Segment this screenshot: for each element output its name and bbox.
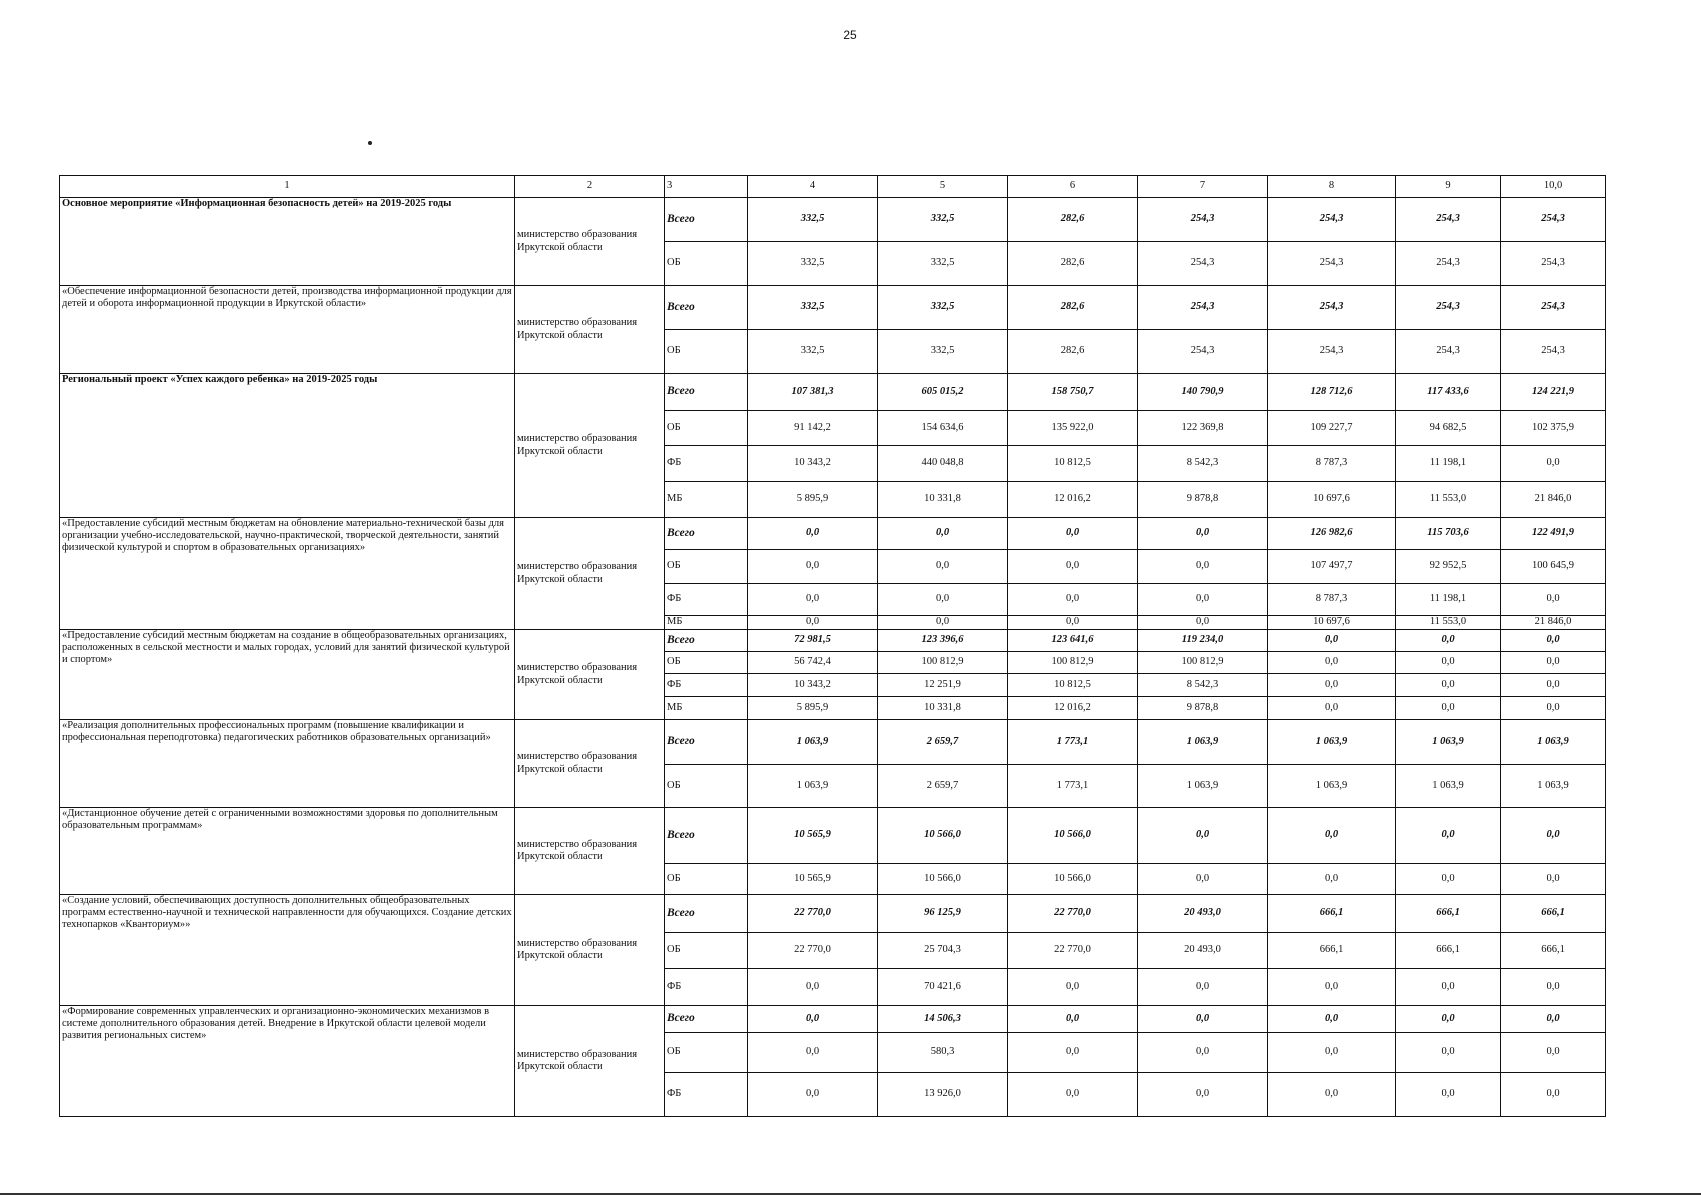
amount-cell: 0,0 bbox=[748, 1073, 878, 1117]
amount-cell: 0,0 bbox=[1268, 864, 1396, 895]
amount-cell: 10 331,8 bbox=[878, 482, 1008, 518]
amount-cell: 12 016,2 bbox=[1008, 482, 1138, 518]
amount-cell: 440 048,8 bbox=[878, 446, 1008, 482]
amount-cell: 22 770,0 bbox=[748, 933, 878, 969]
funding-source-cell: ОБ bbox=[665, 765, 748, 808]
funding-source-cell: Всего bbox=[665, 630, 748, 652]
amount-cell: 254,3 bbox=[1501, 330, 1606, 374]
amount-cell: 5 895,9 bbox=[748, 482, 878, 518]
amount-cell: 22 770,0 bbox=[1008, 933, 1138, 969]
executor-cell: министерство образования Иркутской области bbox=[515, 895, 665, 1006]
amount-cell: 0,0 bbox=[1138, 550, 1268, 584]
amount-cell: 10 343,2 bbox=[748, 446, 878, 482]
amount-cell: 2 659,7 bbox=[878, 720, 1008, 765]
table-row bbox=[60, 286, 1606, 330]
activity-name-cell: «Создание условий, обеспечивающих доступность дополнительных общеобразовательных программ естественно-научной и технической направленности для обучающихся. Создание детских технопарков «Кванториум»» bbox=[60, 895, 515, 1006]
amount-cell: 0,0 bbox=[1396, 864, 1501, 895]
amount-cell: 254,3 bbox=[1396, 330, 1501, 374]
amount-cell: 0,0 bbox=[1501, 697, 1606, 720]
amount-cell: 14 506,3 bbox=[878, 1006, 1008, 1033]
funding-source-cell: ОБ bbox=[665, 1033, 748, 1073]
amount-cell: 1 063,9 bbox=[748, 720, 878, 765]
table-row bbox=[60, 895, 1606, 933]
funding-source-cell: ОБ bbox=[665, 550, 748, 584]
funding-source-cell: Всего bbox=[665, 720, 748, 765]
amount-cell: 100 812,9 bbox=[1138, 652, 1268, 674]
amount-cell: 0,0 bbox=[748, 550, 878, 584]
amount-cell: 605 015,2 bbox=[878, 374, 1008, 411]
amount-cell: 92 952,5 bbox=[1396, 550, 1501, 584]
amount-cell: 12 251,9 bbox=[878, 674, 1008, 697]
executor-cell: министерство образования Иркутской области bbox=[515, 630, 665, 720]
executor-cell: министерство образования Иркутской области bbox=[515, 808, 665, 895]
amount-cell: 0,0 bbox=[1138, 584, 1268, 616]
amount-cell: 22 770,0 bbox=[748, 895, 878, 933]
amount-cell: 25 704,3 bbox=[878, 933, 1008, 969]
amount-cell: 0,0 bbox=[1501, 652, 1606, 674]
funding-source-cell: МБ bbox=[665, 697, 748, 720]
executor-cell: министерство образования Иркутской области bbox=[515, 1006, 665, 1117]
amount-cell: 12 016,2 bbox=[1008, 697, 1138, 720]
amount-cell: 666,1 bbox=[1396, 933, 1501, 969]
funding-source-cell: МБ bbox=[665, 616, 748, 630]
amount-cell: 20 493,0 bbox=[1138, 895, 1268, 933]
amount-cell: 0,0 bbox=[878, 518, 1008, 550]
funding-source-cell: Всего bbox=[665, 1006, 748, 1033]
amount-cell: 135 922,0 bbox=[1008, 411, 1138, 446]
executor-cell: министерство образования Иркутской области bbox=[515, 374, 665, 518]
funding-source-cell: ОБ bbox=[665, 411, 748, 446]
activity-name-cell: Основное мероприятие «Информационная безопасность детей» на 2019-2025 годы bbox=[60, 198, 515, 286]
table-row bbox=[60, 808, 1606, 864]
amount-cell: 254,3 bbox=[1501, 198, 1606, 242]
amount-cell: 2 659,7 bbox=[878, 765, 1008, 808]
column-number-cell: 9 bbox=[1396, 176, 1501, 198]
amount-cell: 0,0 bbox=[1008, 584, 1138, 616]
funding-source-cell: ОБ bbox=[665, 864, 748, 895]
amount-cell: 0,0 bbox=[1268, 652, 1396, 674]
amount-cell: 20 493,0 bbox=[1138, 933, 1268, 969]
amount-cell: 666,1 bbox=[1501, 895, 1606, 933]
amount-cell: 254,3 bbox=[1268, 286, 1396, 330]
amount-cell: 11 198,1 bbox=[1396, 584, 1501, 616]
amount-cell: 107 381,3 bbox=[748, 374, 878, 411]
amount-cell: 13 926,0 bbox=[878, 1073, 1008, 1117]
amount-cell: 0,0 bbox=[1138, 1073, 1268, 1117]
amount-cell: 0,0 bbox=[1008, 616, 1138, 630]
amount-cell: 282,6 bbox=[1008, 242, 1138, 286]
amount-cell: 0,0 bbox=[1008, 518, 1138, 550]
amount-cell: 332,5 bbox=[878, 330, 1008, 374]
amount-cell: 0,0 bbox=[1008, 1033, 1138, 1073]
amount-cell: 0,0 bbox=[748, 1033, 878, 1073]
amount-cell: 11 198,1 bbox=[1396, 446, 1501, 482]
amount-cell: 10 331,8 bbox=[878, 697, 1008, 720]
amount-cell: 0,0 bbox=[1501, 674, 1606, 697]
amount-cell: 0,0 bbox=[1396, 630, 1501, 652]
amount-cell: 70 421,6 bbox=[878, 969, 1008, 1006]
amount-cell: 332,5 bbox=[748, 330, 878, 374]
column-number-cell: 8 bbox=[1268, 176, 1396, 198]
amount-cell: 154 634,6 bbox=[878, 411, 1008, 446]
amount-cell: 0,0 bbox=[1268, 969, 1396, 1006]
funding-source-cell: ФБ bbox=[665, 1073, 748, 1117]
amount-cell: 122 369,8 bbox=[1138, 411, 1268, 446]
amount-cell: 0,0 bbox=[1138, 969, 1268, 1006]
amount-cell: 332,5 bbox=[748, 286, 878, 330]
amount-cell: 0,0 bbox=[1138, 1006, 1268, 1033]
amount-cell: 100 812,9 bbox=[1008, 652, 1138, 674]
amount-cell: 128 712,6 bbox=[1268, 374, 1396, 411]
amount-cell: 0,0 bbox=[748, 518, 878, 550]
amount-cell: 0,0 bbox=[1501, 584, 1606, 616]
amount-cell: 254,3 bbox=[1396, 242, 1501, 286]
executor-cell: министерство образования Иркутской области bbox=[515, 286, 665, 374]
amount-cell: 0,0 bbox=[1501, 1006, 1606, 1033]
funding-source-cell: ОБ bbox=[665, 242, 748, 286]
amount-cell: 332,5 bbox=[878, 242, 1008, 286]
executor-cell: министерство образования Иркутской области bbox=[515, 518, 665, 630]
amount-cell: 10 565,9 bbox=[748, 864, 878, 895]
amount-cell: 580,3 bbox=[878, 1033, 1008, 1073]
amount-cell: 10 343,2 bbox=[748, 674, 878, 697]
amount-cell: 5 895,9 bbox=[748, 697, 878, 720]
amount-cell: 10 566,0 bbox=[878, 864, 1008, 895]
activity-name-cell: «Дистанционное обучение детей с ограниченными возможностями здоровья по дополнительным образовательным программам» bbox=[60, 808, 515, 895]
amount-cell: 1 063,9 bbox=[1138, 720, 1268, 765]
amount-cell: 10 565,9 bbox=[748, 808, 878, 864]
column-number-cell: 6 bbox=[1008, 176, 1138, 198]
amount-cell: 254,3 bbox=[1501, 242, 1606, 286]
amount-cell: 123 641,6 bbox=[1008, 630, 1138, 652]
amount-cell: 123 396,6 bbox=[878, 630, 1008, 652]
table-row bbox=[60, 630, 1606, 652]
amount-cell: 119 234,0 bbox=[1138, 630, 1268, 652]
funding-source-cell: Всего bbox=[665, 374, 748, 411]
amount-cell: 1 063,9 bbox=[1501, 720, 1606, 765]
funding-source-cell: Всего bbox=[665, 198, 748, 242]
funding-source-cell: ОБ bbox=[665, 652, 748, 674]
amount-cell: 332,5 bbox=[878, 198, 1008, 242]
amount-cell: 0,0 bbox=[1008, 1073, 1138, 1117]
amount-cell: 56 742,4 bbox=[748, 652, 878, 674]
amount-cell: 126 982,6 bbox=[1268, 518, 1396, 550]
funding-source-cell: ОБ bbox=[665, 933, 748, 969]
amount-cell: 0,0 bbox=[1138, 808, 1268, 864]
table-row bbox=[60, 374, 1606, 411]
amount-cell: 11 553,0 bbox=[1396, 616, 1501, 630]
amount-cell: 332,5 bbox=[748, 198, 878, 242]
amount-cell: 0,0 bbox=[878, 550, 1008, 584]
amount-cell: 107 497,7 bbox=[1268, 550, 1396, 584]
amount-cell: 0,0 bbox=[1501, 864, 1606, 895]
amount-cell: 10 566,0 bbox=[1008, 808, 1138, 864]
amount-cell: 254,3 bbox=[1138, 198, 1268, 242]
amount-cell: 8 542,3 bbox=[1138, 674, 1268, 697]
table-row bbox=[60, 518, 1606, 550]
amount-cell: 140 790,9 bbox=[1138, 374, 1268, 411]
amount-cell: 8 787,3 bbox=[1268, 446, 1396, 482]
amount-cell: 254,3 bbox=[1268, 198, 1396, 242]
activity-name-cell: «Предоставление субсидий местным бюджетам на обновление материально-технической базы для организации учебно-исследовательской, научно-практической, творческой деятельности, занятий физической культурой и спортом в образовательных организациях» bbox=[60, 518, 515, 630]
executor-cell: министерство образования Иркутской области bbox=[515, 720, 665, 808]
amount-cell: 9 878,8 bbox=[1138, 697, 1268, 720]
amount-cell: 1 773,1 bbox=[1008, 765, 1138, 808]
amount-cell: 10 566,0 bbox=[878, 808, 1008, 864]
amount-cell: 1 773,1 bbox=[1008, 720, 1138, 765]
amount-cell: 282,6 bbox=[1008, 330, 1138, 374]
amount-cell: 96 125,9 bbox=[878, 895, 1008, 933]
funding-source-cell: ОБ bbox=[665, 330, 748, 374]
amount-cell: 0,0 bbox=[1008, 1006, 1138, 1033]
activity-name-cell: «Реализация дополнительных профессиональных программ (повышение квалификации и профессиональная переподготовка) педагогических работников образовательных организаций» bbox=[60, 720, 515, 808]
funding-source-cell: Всего bbox=[665, 286, 748, 330]
activity-name-cell: «Обеспечение информационной безопасности детей, производства информационной продукции для детей и оборота информационной продукции в Иркутской области» bbox=[60, 286, 515, 374]
funding-source-cell: ФБ bbox=[665, 674, 748, 697]
amount-cell: 0,0 bbox=[1501, 630, 1606, 652]
amount-cell: 72 981,5 bbox=[748, 630, 878, 652]
executor-cell: министерство образования Иркутской области bbox=[515, 198, 665, 286]
amount-cell: 282,6 bbox=[1008, 198, 1138, 242]
amount-cell: 0,0 bbox=[1138, 1033, 1268, 1073]
amount-cell: 0,0 bbox=[1268, 674, 1396, 697]
funding-source-cell: Всего bbox=[665, 808, 748, 864]
amount-cell: 0,0 bbox=[1396, 1073, 1501, 1117]
amount-cell: 158 750,7 bbox=[1008, 374, 1138, 411]
amount-cell: 254,3 bbox=[1138, 242, 1268, 286]
amount-cell: 666,1 bbox=[1268, 933, 1396, 969]
amount-cell: 666,1 bbox=[1501, 933, 1606, 969]
funding-source-cell: ФБ bbox=[665, 584, 748, 616]
column-number-cell: 4 bbox=[748, 176, 878, 198]
amount-cell: 0,0 bbox=[1396, 1033, 1501, 1073]
amount-cell: 117 433,6 bbox=[1396, 374, 1501, 411]
column-number-cell: 5 bbox=[878, 176, 1008, 198]
amount-cell: 254,3 bbox=[1138, 330, 1268, 374]
amount-cell: 124 221,9 bbox=[1501, 374, 1606, 411]
amount-cell: 94 682,5 bbox=[1396, 411, 1501, 446]
amount-cell: 0,0 bbox=[878, 616, 1008, 630]
amount-cell: 666,1 bbox=[1268, 895, 1396, 933]
funding-source-cell: ФБ bbox=[665, 969, 748, 1006]
amount-cell: 0,0 bbox=[1501, 969, 1606, 1006]
funding-source-cell: Всего bbox=[665, 518, 748, 550]
amount-cell: 0,0 bbox=[1501, 446, 1606, 482]
column-number-row bbox=[60, 176, 1606, 198]
amount-cell: 100 645,9 bbox=[1501, 550, 1606, 584]
funding-source-cell: Всего bbox=[665, 895, 748, 933]
amount-cell: 0,0 bbox=[1396, 808, 1501, 864]
amount-cell: 0,0 bbox=[1501, 1073, 1606, 1117]
amount-cell: 0,0 bbox=[1396, 697, 1501, 720]
amount-cell: 10 812,5 bbox=[1008, 446, 1138, 482]
column-number-cell: 2 bbox=[515, 176, 665, 198]
amount-cell: 0,0 bbox=[878, 584, 1008, 616]
amount-cell: 0,0 bbox=[1396, 1006, 1501, 1033]
activity-name-cell: «Формирование современных управленческих и организационно-экономических механизмов в системе дополнительного образования детей. Внедрение в Иркутской области целевой модели развития региональных систем» bbox=[60, 1006, 515, 1117]
column-number-cell: 1 bbox=[60, 176, 515, 198]
amount-cell: 0,0 bbox=[1396, 652, 1501, 674]
column-number-cell: 10,0 bbox=[1501, 176, 1606, 198]
amount-cell: 282,6 bbox=[1008, 286, 1138, 330]
amount-cell: 0,0 bbox=[1268, 1006, 1396, 1033]
amount-cell: 0,0 bbox=[748, 616, 878, 630]
amount-cell: 254,3 bbox=[1268, 330, 1396, 374]
amount-cell: 0,0 bbox=[1138, 864, 1268, 895]
amount-cell: 1 063,9 bbox=[1396, 765, 1501, 808]
amount-cell: 10 812,5 bbox=[1008, 674, 1138, 697]
amount-cell: 1 063,9 bbox=[1268, 765, 1396, 808]
page-number: 25 bbox=[843, 28, 857, 42]
budget-table bbox=[59, 175, 1606, 1117]
amount-cell: 666,1 bbox=[1396, 895, 1501, 933]
amount-cell: 115 703,6 bbox=[1396, 518, 1501, 550]
amount-cell: 254,3 bbox=[1396, 286, 1501, 330]
amount-cell: 332,5 bbox=[748, 242, 878, 286]
amount-cell: 254,3 bbox=[1501, 286, 1606, 330]
amount-cell: 254,3 bbox=[1268, 242, 1396, 286]
amount-cell: 0,0 bbox=[1268, 630, 1396, 652]
amount-cell: 0,0 bbox=[1138, 518, 1268, 550]
amount-cell: 0,0 bbox=[1268, 1073, 1396, 1117]
amount-cell: 102 375,9 bbox=[1501, 411, 1606, 446]
amount-cell: 10 697,6 bbox=[1268, 616, 1396, 630]
amount-cell: 1 063,9 bbox=[1501, 765, 1606, 808]
scan-bottom-edge bbox=[0, 1193, 1701, 1195]
amount-cell: 1 063,9 bbox=[1396, 720, 1501, 765]
amount-cell: 109 227,7 bbox=[1268, 411, 1396, 446]
amount-cell: 0,0 bbox=[748, 1006, 878, 1033]
amount-cell: 0,0 bbox=[1268, 697, 1396, 720]
amount-cell: 21 846,0 bbox=[1501, 482, 1606, 518]
amount-cell: 0,0 bbox=[1501, 808, 1606, 864]
amount-cell: 0,0 bbox=[1008, 969, 1138, 1006]
amount-cell: 332,5 bbox=[878, 286, 1008, 330]
amount-cell: 11 553,0 bbox=[1396, 482, 1501, 518]
amount-cell: 254,3 bbox=[1396, 198, 1501, 242]
amount-cell: 0,0 bbox=[1268, 808, 1396, 864]
table-row bbox=[60, 1006, 1606, 1033]
column-number-cell: 7 bbox=[1138, 176, 1268, 198]
amount-cell: 8 542,3 bbox=[1138, 446, 1268, 482]
activity-name-cell: «Предоставление субсидий местным бюджетам на создание в общеобразовательных организациях, расположенных в сельской местности и малых городах, условий для занятий физической культурой и спортом» bbox=[60, 630, 515, 720]
amount-cell: 91 142,2 bbox=[748, 411, 878, 446]
activity-name-cell: Региональный проект «Успех каждого ребенка» на 2019-2025 годы bbox=[60, 374, 515, 518]
amount-cell: 21 846,0 bbox=[1501, 616, 1606, 630]
amount-cell: 10 697,6 bbox=[1268, 482, 1396, 518]
amount-cell: 0,0 bbox=[1138, 616, 1268, 630]
amount-cell: 122 491,9 bbox=[1501, 518, 1606, 550]
amount-cell: 0,0 bbox=[748, 969, 878, 1006]
amount-cell: 22 770,0 bbox=[1008, 895, 1138, 933]
amount-cell: 10 566,0 bbox=[1008, 864, 1138, 895]
funding-source-cell: ФБ bbox=[665, 446, 748, 482]
amount-cell: 254,3 bbox=[1138, 286, 1268, 330]
amount-cell: 0,0 bbox=[1008, 550, 1138, 584]
amount-cell: 1 063,9 bbox=[1138, 765, 1268, 808]
table-row bbox=[60, 720, 1606, 765]
amount-cell: 8 787,3 bbox=[1268, 584, 1396, 616]
amount-cell: 100 812,9 bbox=[878, 652, 1008, 674]
amount-cell: 0,0 bbox=[748, 584, 878, 616]
amount-cell: 9 878,8 bbox=[1138, 482, 1268, 518]
amount-cell: 0,0 bbox=[1396, 674, 1501, 697]
amount-cell: 0,0 bbox=[1396, 969, 1501, 1006]
amount-cell: 1 063,9 bbox=[748, 765, 878, 808]
table-row bbox=[60, 198, 1606, 242]
amount-cell: 1 063,9 bbox=[1268, 720, 1396, 765]
amount-cell: 0,0 bbox=[1268, 1033, 1396, 1073]
funding-source-cell: МБ bbox=[665, 482, 748, 518]
column-number-cell: 3 bbox=[665, 176, 748, 198]
amount-cell: 0,0 bbox=[1501, 1033, 1606, 1073]
scan-speck bbox=[368, 141, 372, 145]
